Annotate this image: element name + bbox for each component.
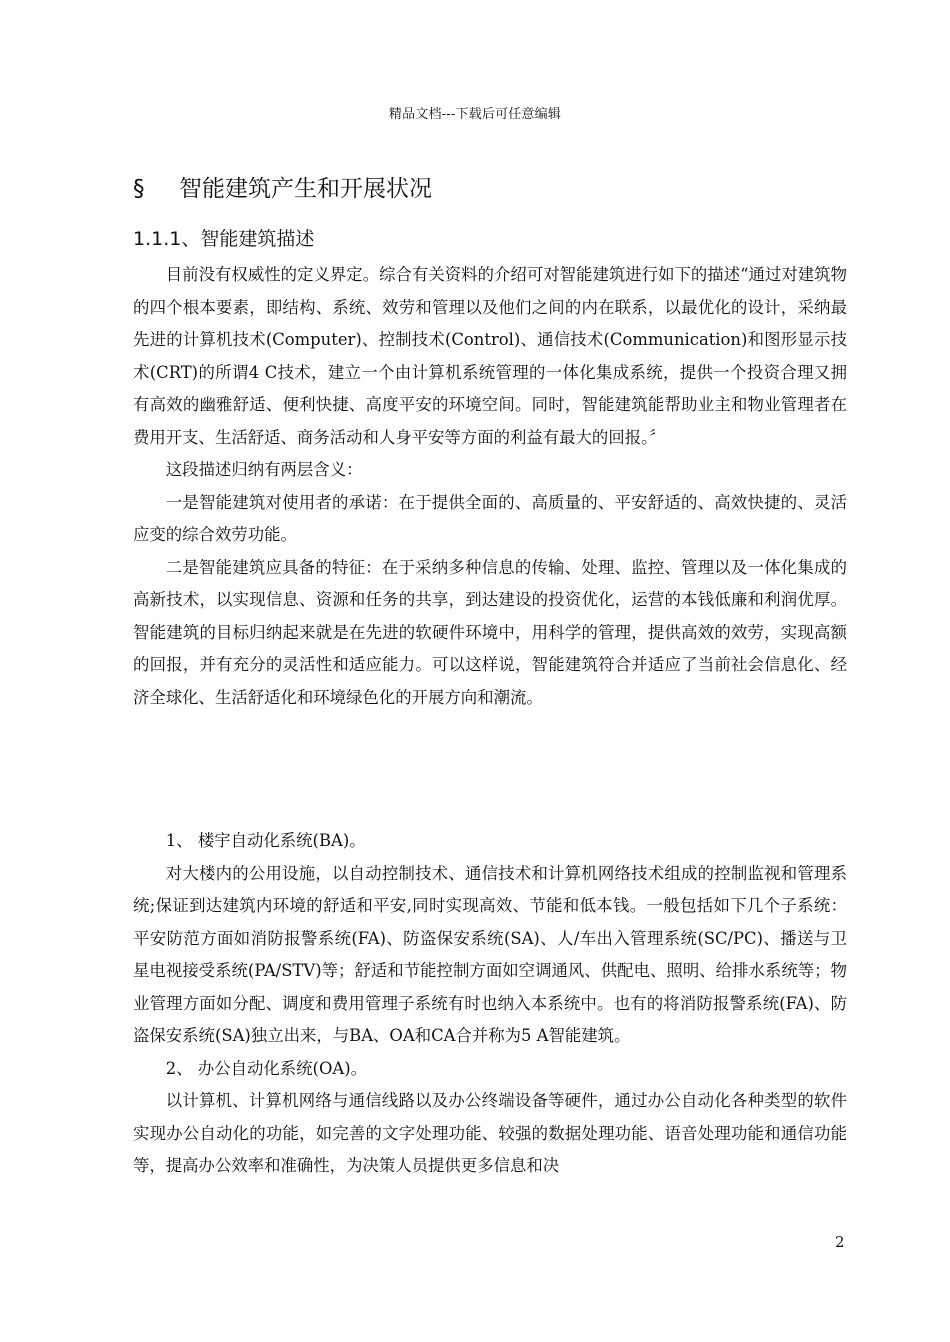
description-body — [133, 259, 847, 714]
section-title — [133, 170, 432, 203]
section-symbol: § — [133, 176, 145, 202]
item-heading: 1、 楼宇自动化系统(BA)。 — [165, 831, 366, 850]
section-title-text: 智能建筑产生和开展状况 — [179, 176, 432, 202]
paragraph: 这段描述归纳有两层含义： — [165, 460, 363, 479]
page-number: 2 — [835, 1233, 845, 1251]
paragraph: 一是智能建筑对使用者的承诺：在于提供全面的、高质量的、平安舒适的、高效快捷的、灵活应变的综合效劳功能。 — [133, 492, 847, 544]
subsection-title: 1.1.1、智能建筑描述 — [133, 228, 315, 250]
paragraph: 以计算机、计算机网络与通信线路以及办公终端设备等硬件，通过办公自动化各种类型的软件实现办公自动化的功能，如完善的文字处理功能、较强的数据处理功能、语音处理功能和通信功能等，提高办公效率和准确性，为决策人员提供更多信息和决 — [133, 1091, 847, 1175]
paragraph: 对大楼内的公用设施，以自动控制技术、通信技术和计算机网络技术组成的控制监视和管理系统;保证到达建筑内环境的舒适和平安,同时实现高效、节能和低本钱。一般包括如下几个子系统：平安防范方面如消防报警系统(FA)、防盗保安系统(SA)、人/车出入管理系统(SC/PC)、播送与卫星电视接受系统(PA/STV)等；舒适和节能控制方面如空调通风、供配电、照明、给排水系统等；物业管理方面如分配、调度和费用管理子系统有时也纳入本系统中。也有的将消防报警系统(FA)、防盗保安系统(SA)独立出来，与BA、OA和CA合并称为5 A智能建筑。 — [133, 863, 847, 1045]
systems-body — [133, 825, 847, 1183]
page-header: 精品文档---下载后可任意编辑 — [388, 107, 562, 122]
paragraph: 目前没有权威性的定义界定。综合有关资料的介绍可对智能建筑进行如下的描述“通过对建筑物的四个根本要素，即结构、系统、效劳和管理以及他们之间的内在联系，以最优化的设计，采纳最先进的计算机技术(Computer)、控制技术(Control)、通信技术(Communication)和图形显示技术(CRT)的所谓4 C技术，建立一个由计算机系统管理的一体化集成系统，提供一个投资合理又拥有高效的幽雅舒适、便利快捷、高度平安的环境空间。同时，智能建筑能帮助业主和物业管理者在费用开支、生活舒适、商务活动和人身平安等方面的利益有最大的回报。〞 — [133, 265, 847, 447]
paragraph: 二是智能建筑应具备的特征：在于采纳多种信息的传输、处理、监控、管理以及一体化集成的高新技术，以实现信息、资源和任务的共享，到达建设的投资优化，运营的本钱低廉和利润优厚。智能建筑的目标归纳起来就是在先进的软硬件环境中，用科学的管理，提供高效的效劳，实现高额的回报，并有充分的灵活性和适应能力。可以这样说，智能建筑符合并适应了当前社会信息化、经济全球化、生活舒适化和环境绿色化的开展方向和潮流。 — [133, 557, 847, 707]
item-heading: 2、 办公自动化系统(OA)。 — [165, 1058, 368, 1078]
